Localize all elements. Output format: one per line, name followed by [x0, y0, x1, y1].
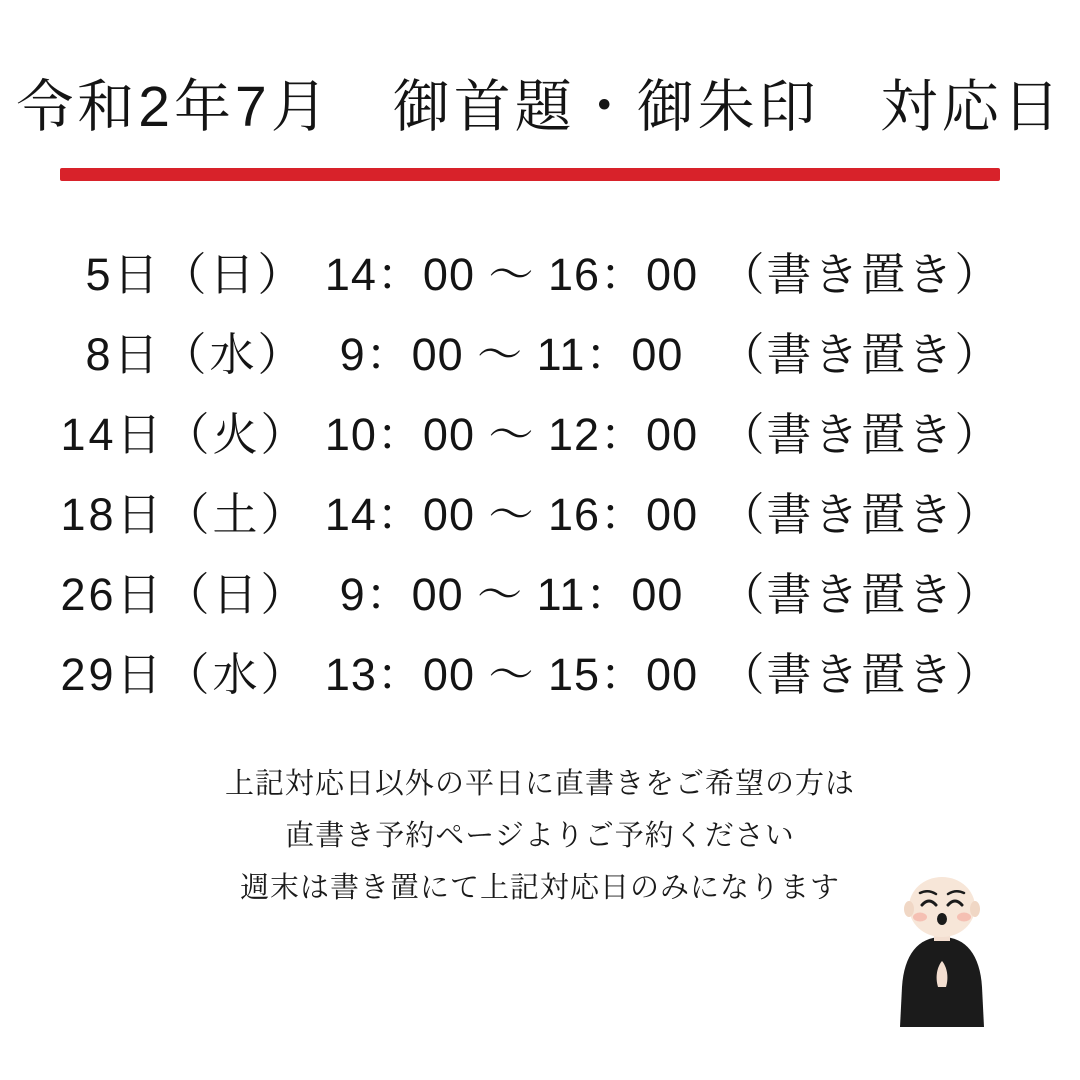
schedule-time: 14：00 〜 16：00 [324, 489, 699, 540]
schedule-note: （書き置き） [719, 409, 1002, 460]
title-divider [60, 168, 1000, 181]
schedule-note: （書き置き） [719, 569, 1002, 620]
schedule-note: （書き置き） [719, 649, 1002, 700]
schedule-time: 10：00 〜 12：00 [324, 409, 699, 460]
list-item [0, 478, 1080, 558]
schedule-time: 9：00 〜 11：00 [339, 329, 684, 380]
footnote-line: 上記対応日以外の平日に直書きをご希望の方は [224, 768, 855, 800]
page-title: 令和2年7月 御首題・御朱印 対応日 [16, 75, 1064, 139]
list-item [0, 558, 1080, 638]
schedule-date: 29日（水） [60, 649, 309, 700]
schedule-date: 5日（日） [85, 249, 306, 300]
schedule-time: 14：00 〜 16：00 [324, 249, 699, 300]
schedule-time: 9：00 〜 11：00 [339, 569, 684, 620]
list-item [0, 398, 1080, 478]
footnote-line: 直書き予約ページよりご予約ください [285, 820, 795, 852]
schedule-date: 8日（水） [85, 329, 306, 380]
monk-icon [882, 875, 1002, 1030]
list-item [0, 638, 1080, 718]
list-item [0, 238, 1080, 318]
footnote-line: 週末は書き置にて上記対応日のみになります [239, 872, 840, 904]
schedule-note: （書き置き） [719, 329, 1002, 380]
list-item [0, 318, 1080, 398]
schedule-time: 13：00 〜 15：00 [324, 649, 699, 700]
schedule-note: （書き置き） [719, 249, 1002, 300]
schedule-note: （書き置き） [719, 489, 1002, 540]
schedule-date: 18日（土） [60, 489, 309, 540]
schedule-date: 26日（日） [60, 569, 309, 620]
schedule-date: 14日（火） [60, 409, 309, 460]
schedule-list [0, 238, 1080, 718]
